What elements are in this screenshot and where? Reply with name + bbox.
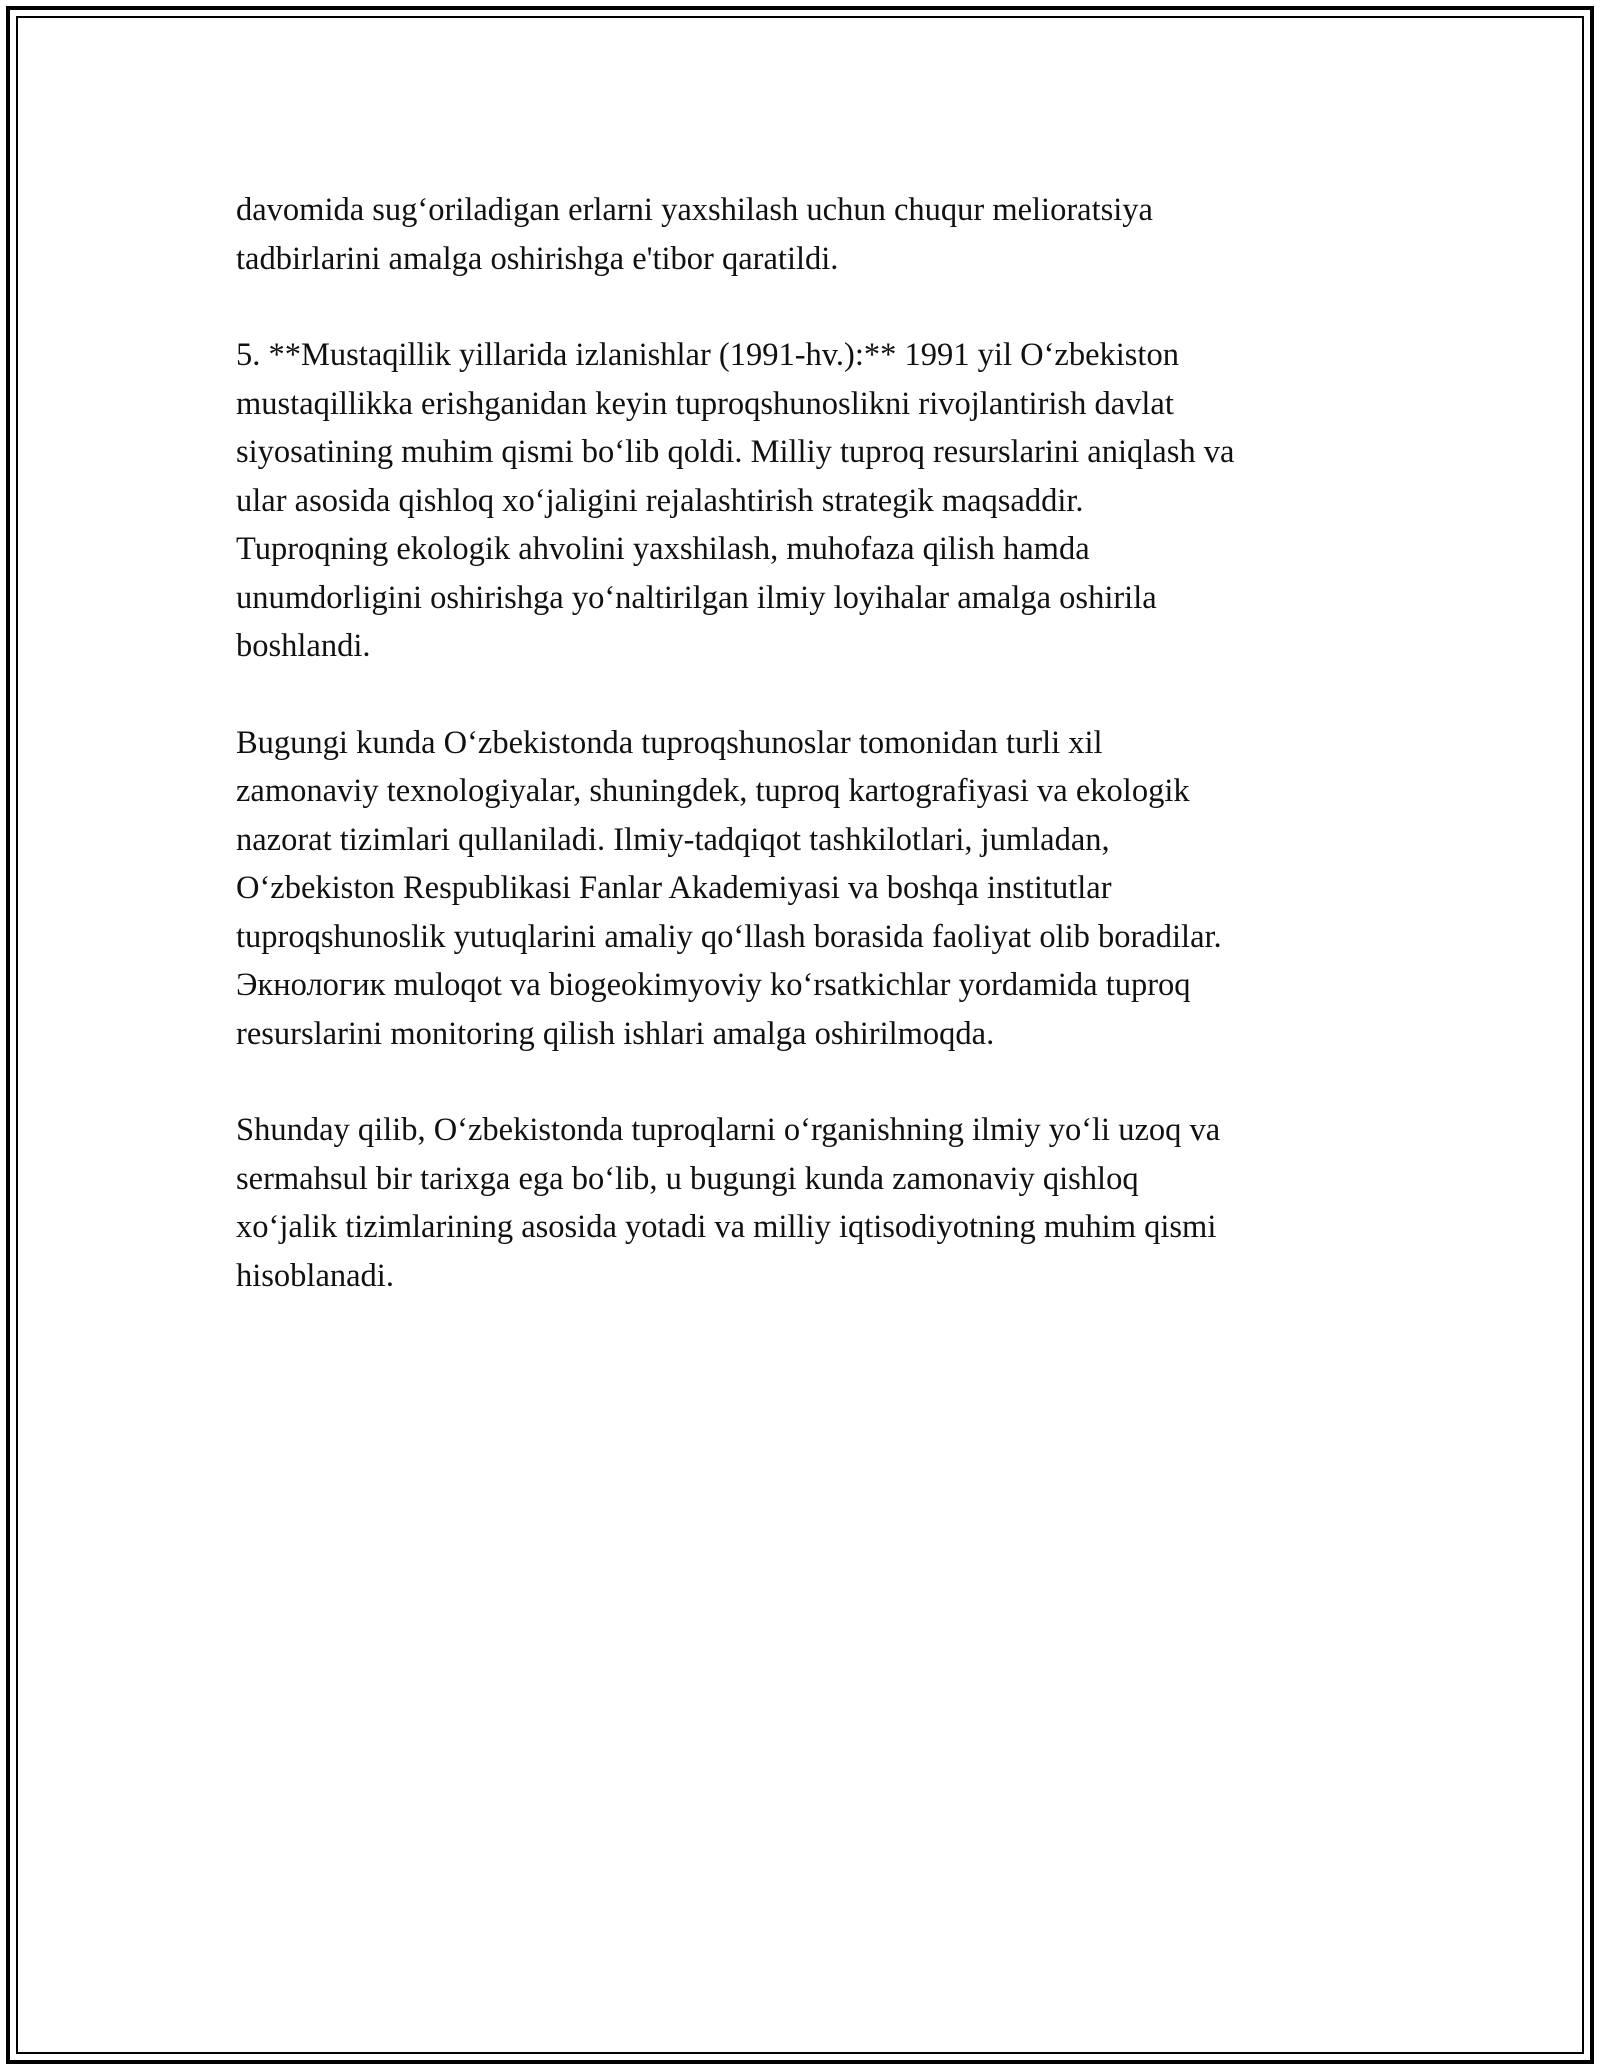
- paragraph-independence-years: 5. **Mustaqillik yillarida izlanishlar (1991-hv.):** 1991 yil O‘zbekiston mustaqillikka erishganidan keyin tuproqshunoslikni rivojlantirish davlat siyosatining muhim qismi bo‘lib qoldi. Milliy tuproq resurslarini aniqlash va ular asosida qishloq xo‘jaligini rejalashtirish strategik maqsaddir. Tuproqning ekologik ahvolini yaxshilash, muhofaza qilish hamda unumdorligini oshirishga yo‘naltirilgan ilmiy loyihalar amalga oshirila boshlandi.: [236, 337, 1235, 664]
- paragraph-modern-research: Bugungi kunda O‘zbekistonda tuproqshunoslar tomonidan turli xil zamonaviy texnologiyalar, shuningdek, tuproq kartografiyasi va ekologik nazorat tizimlari qullaniladi. Ilmiy-tadqiqot tashkilotlari, jumladan, O‘zbekiston Respublikasi Fanlar Akademiyasi va boshqa institutlar tuproqshunoslik yutuqlarini amaliy qo‘llash borasida faoliyat olib boradilar. Экнологик muloqot va biogeokimyoviy ko‘rsatkichlar yordamida tuproq resurslarini monitoring qilish ishlari amalga oshirilmoqda.: [236, 724, 1222, 1052]
- document-body: [236, 186, 1376, 1348]
- paragraph-conclusion: Shunday qilib, O‘zbekistonda tuproqlarni o‘rganishning ilmiy yo‘li uzoq va sermahsul bir tarixga ega bo‘lib, u bugungi kunda zamonaviy qishloq xo‘jalik tizimlarining asosida yotadi va milliy iqtisodiyotning muhim qismi hisoblanadi.: [236, 1112, 1221, 1294]
- paragraph-melioration: davomida sug‘oriladigan erlarni yaxshilash uchun chuqur melioratsiya tadbirlarini amalga oshirishga e'tibor qaratildi.: [236, 192, 1153, 277]
